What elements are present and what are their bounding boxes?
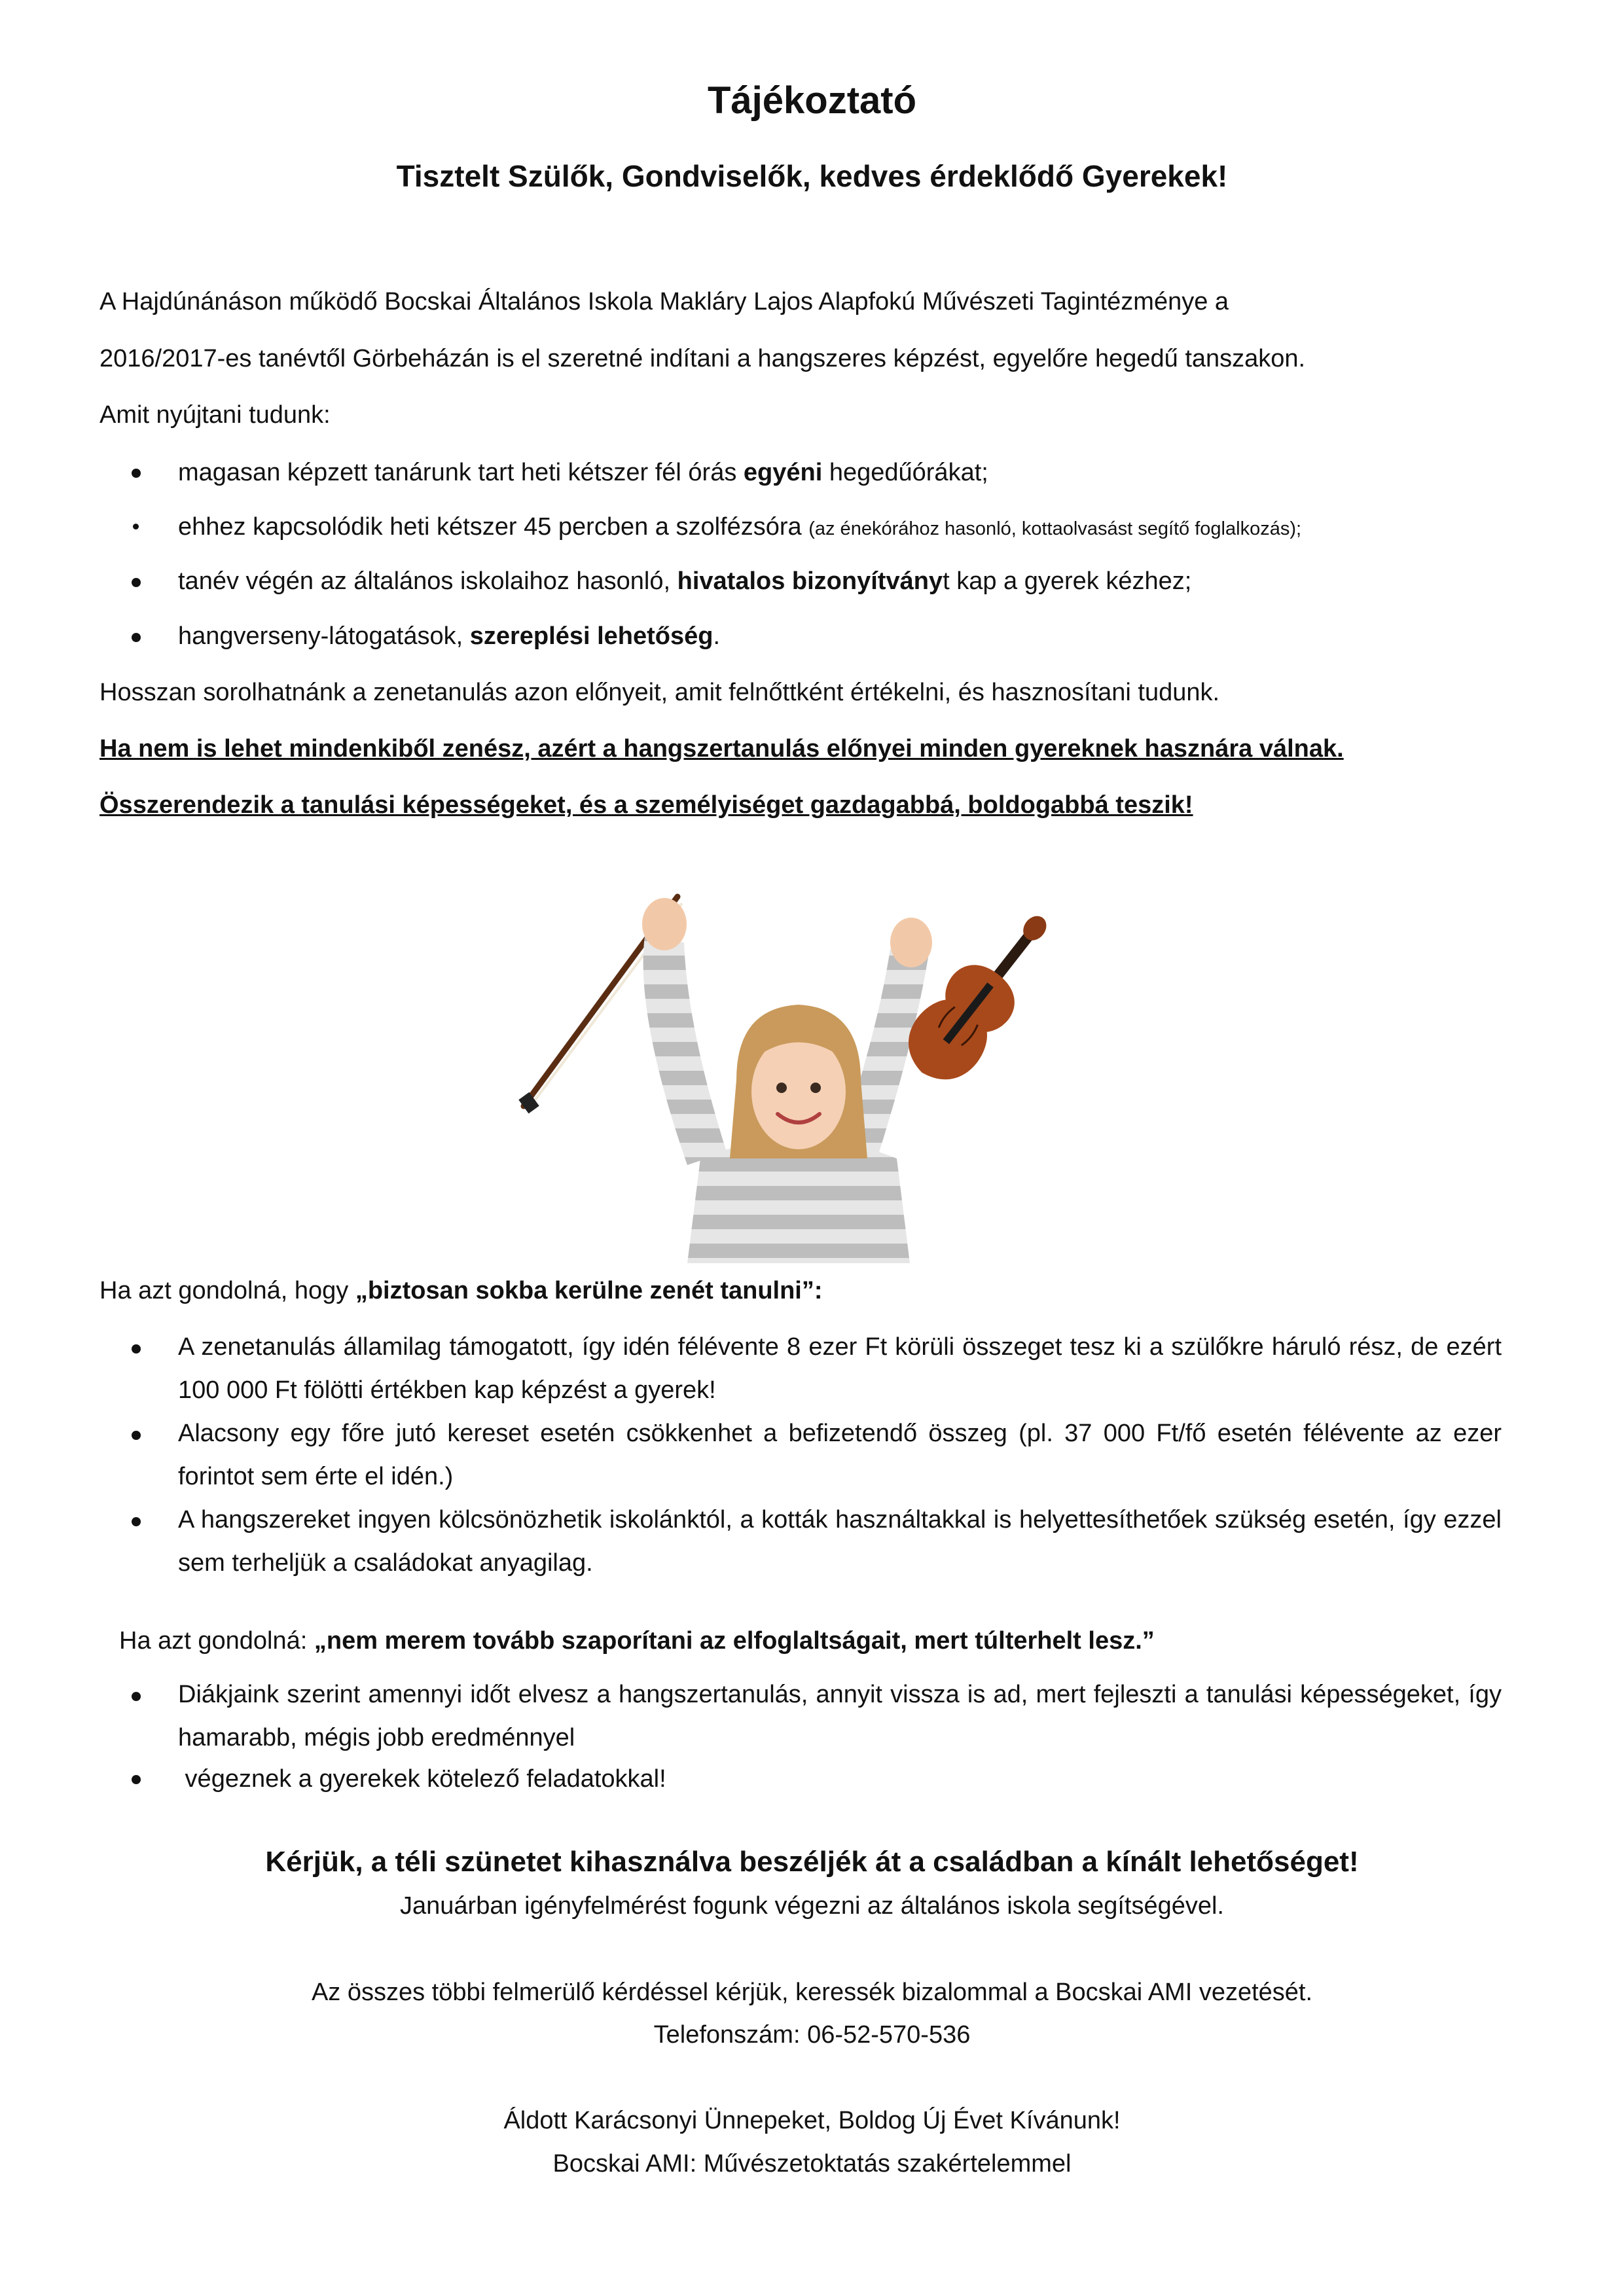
benefits-emphasis-1: Ha nem is lehet mindenkiből zenész, azért a hangszertanulás előnyei minden gyereknek hasznára válnak. [99,735,1344,762]
contact-note: Az összes többi felmerülő kérdéssel kérjük, keressék bizalommal a Bocskai AMI vezetését. [311,1979,1313,2006]
bullet-dot [132,1692,141,1701]
bullet-dot [132,1344,141,1354]
offer-item-certificate: tanév végén az általános iskolaihoz hasonló, hivatalos bizonyítványt kap a gyerek kézhez; [178,567,1192,595]
child-with-violin-image [511,884,1087,1263]
signature: Bocskai AMI: Művészetoktatás szakértelemmel [552,2150,1072,2178]
offer-item-solfege: ehhez kapcsolódik heti kétszer 45 percben a szolfézsóra (az énekórához hasonló, kottaolvasást segítő foglalkozás); [178,513,1302,541]
intro-line-1: A Hajdúnánáson működő Bocskai Általános Iskola Makláry Lajos Alapfokú Művészeti Tagintézménye a [99,288,1229,315]
call-to-action: Kérjük, a téli szünetet kihasználva beszéljék át a családban a kínált lehetőséget! [265,1846,1359,1878]
benefits-line: Hosszan sorolhatnánk a zenetanulás azon előnyeit, amit felnőttként értékelni, és hasznosítani tudunk. [99,679,1220,706]
document-title: Tájékoztató [707,79,917,122]
bullet-dot [132,469,141,478]
cost-item-instrument-loan: A hangszereket ingyen kölcsönözhetik iskolánktól, a kották használtakkal is helyettesíthetőek szükség esetén, így ezzel sem terheljük a családokat anyagilag. [178,1506,1502,1577]
greeting-heading: Tisztelt Szülők, Gondviselők, kedves érdeklődő Gyerekek! [396,159,1228,193]
offer-item-lessons: magasan képzett tanárunk tart heti kétszer fél órás egyéni hegedűórákat; [178,459,988,486]
cost-item-reduced-fee: Alacsony egy főre jutó kereset esetén csökkenhet a befizetendő összeg (pl. 37 000 Ft/fő esetén félévente az ezer forintot sem érte el idén.) [178,1420,1502,1490]
bullet-dot [132,578,141,587]
holiday-wishes: Áldott Karácsonyi Ünnepeket, Boldog Új Évet Kívánunk! [503,2107,1121,2134]
bullet-dot [133,524,139,529]
bullet-dot [132,1517,141,1526]
survey-note: Januárban igényfelmérést fogunk végezni az általános iskola segítségével. [400,1892,1224,1920]
offer-item-concerts: hangverseny-látogatások, szereplési lehetőség. [178,622,721,650]
bullet-dot [132,1775,141,1784]
benefits-emphasis-2: Összerendezik a tanulási képességeket, és a személyiséget gazdagabbá, boldogabbá teszik! [99,791,1193,819]
bullet-dot [132,1431,141,1440]
time-item-tasks: végeznek a gyerekek kötelező feladatokkal! [178,1765,666,1793]
time-intro: Ha azt gondolná: „nem merem tovább szaporítani az elfoglaltságait, mert túlterhelt lesz.” [119,1627,1155,1655]
cost-item-state-funded: A zenetanulás államilag támogatott, így idén félévente 8 ezer Ft körüli összeget tesz ki a szülőkre háruló rész, de ezért 100 000 Ft fölötti értékben kap képzést a gyerek! [178,1333,1502,1404]
cost-intro: Ha azt gondolná, hogy „biztosan sokba kerülne zenét tanulni”: [99,1277,823,1304]
time-item-benefit: Diákjaink szerint amennyi időt elvesz a hangszertanulás, annyit vissza is ad, mert fejleszti a tanulási képességeket, így hamarabb, mégis jobb eredménnyel [178,1681,1502,1751]
intro-line-2: 2016/2017-es tanévtől Görbeházán is el szeretné indítani a hangszeres képzést, egyelőre hegedű tanszakon. [99,345,1306,372]
bullet-dot [132,633,141,642]
phone-number: Telefonszám: 06-52-570-536 [653,2021,971,2049]
offer-label: Amit nyújtani tudunk: [99,401,331,429]
